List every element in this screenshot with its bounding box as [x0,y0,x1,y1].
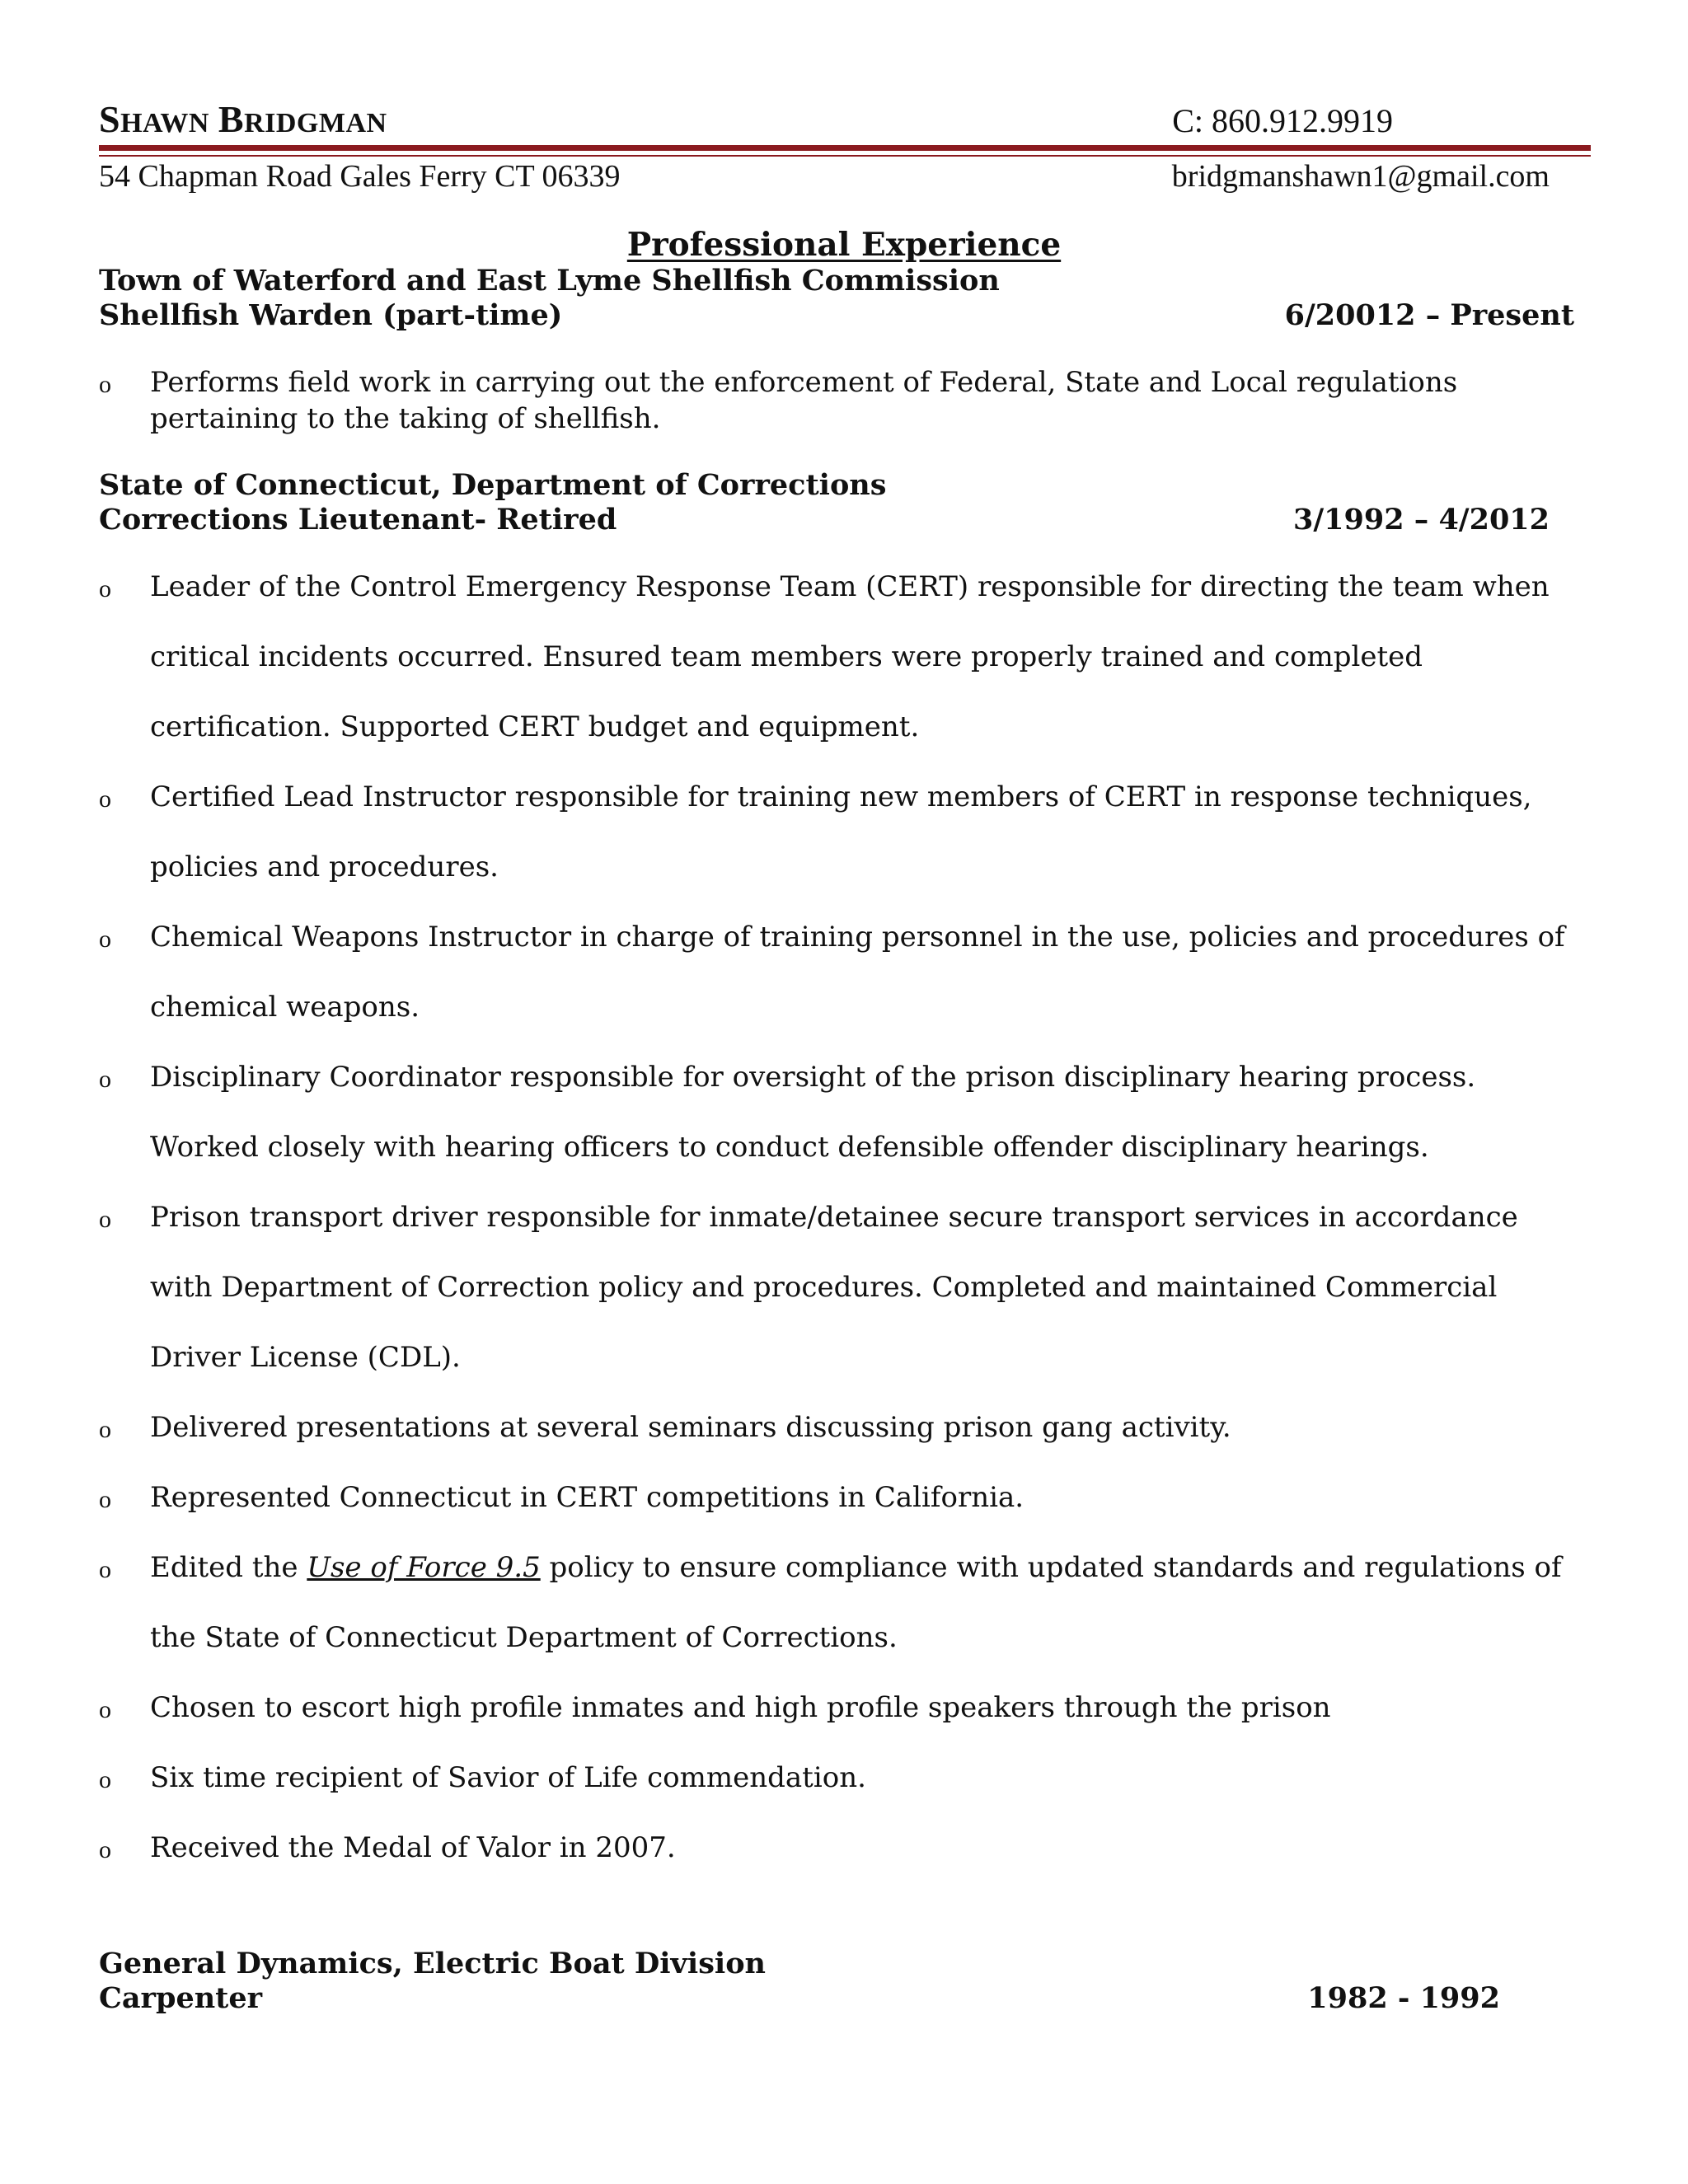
bullet-marker: o [99,785,111,813]
bullet-marker: o [99,1486,111,1513]
phone-number: C: 860.912.9919 [1172,102,1393,139]
job-title: Shellfish Warden (part-time) [99,298,563,332]
list-item [99,1393,1574,1463]
job-dates: 6/20012 – Present [1284,298,1574,332]
bullet-marker: o [99,1206,111,1233]
list-item [99,762,1574,902]
bullet-marker: o [99,926,111,953]
list-item [99,1463,1574,1533]
header-top-row [99,97,1591,141]
list-item [99,1673,1574,1743]
job-entry-corrections [99,468,1574,537]
bullet-text: Chosen to escort high profile inmates and high profile speakers through the prison [150,1691,1331,1724]
bullet-text: Prison transport driver responsible for inmate/detainee secure transport services in accordance with Department of Correction policy and procedures. Completed and maintained Commercial Driver License (CDL). [150,1201,1518,1374]
job-title: Carpenter [99,1981,263,2015]
employer-name: Town of Waterford and East Lyme Shellfish Commission [99,264,1000,298]
list-item [99,1813,1574,1883]
bullet-text: Represented Connecticut in CERT competitions in California. [150,1481,1025,1514]
list-item [99,902,1574,1043]
header-contact-row [99,158,1591,194]
list-item [99,364,1574,437]
bullet-marker: o [99,371,111,398]
job-dates: 3/1992 – 4/2012 [1293,503,1550,537]
job-title: Corrections Lieutenant- Retired [99,503,617,537]
bullet-text: Performs field work in carrying out the enforcement of Federal, State and Local regulations pertaining to the taking of shellfish. [150,366,1458,435]
job-entry-electric-boat [99,1947,1574,2016]
bullet-marker: o [99,1556,111,1583]
address: 54 Chapman Road Gales Ferry CT 06339 [99,159,621,194]
bullet-marker: o [99,1066,111,1093]
list-item [99,1183,1574,1393]
header-rule-thin [99,155,1591,157]
list-item [99,1743,1574,1813]
job-title-row [99,298,1574,333]
bullet-text-before: Edited the [150,1551,307,1584]
bullet-text: Leader of the Control Emergency Response Team (CERT) responsible for directing the team when critical incidents occurred. Ensured team members were properly trained and completed certification. Supported CERT budget and equipment. [150,570,1550,743]
employer-name: General Dynamics, Electric Boat Division [99,1947,766,1980]
employer-name: State of Connecticut, Department of Corrections [99,468,887,502]
header-rule-thick [99,145,1591,151]
bullet-marker: o [99,1696,111,1723]
job-title-row [99,1981,1574,2016]
bullet-marker: o [99,1416,111,1443]
list-item [99,1533,1574,1673]
job-title-row [99,503,1574,537]
bullet-text: Delivered presentations at several seminars discussing prison gang activity. [150,1411,1231,1444]
job-bullets-shellfish [99,364,1574,437]
bullet-text: Disciplinary Coordinator responsible for oversight of the prison disciplinary hearing process. Worked closely with hearing officers to conduct defensible offender disciplinary hearings. [150,1061,1476,1164]
bullet-text [150,1551,1562,1654]
bullet-marker: o [99,1766,111,1793]
email-address: bridgmanshawn1@gmail.com [1171,159,1550,194]
name-last-initial: B [218,98,245,140]
name-first-initial: S [99,98,121,140]
bullet-text: Chemical Weapons Instructor in charge of training personnel in the use, policies and procedures of chemical weapons. [150,921,1565,1024]
policy-name: Use of Force 9.5 [307,1551,541,1584]
section-heading-professional-experience: Professional Experience [626,226,1062,264]
bullet-text-after: policy to ensure compliance with updated standards and regulations of the State of Connecticut Department of Corrections. [150,1551,1562,1654]
job-bullets-corrections [99,552,1574,1883]
bullet-text: Received the Medal of Valor in 2007. [150,1831,676,1864]
bullet-marker: o [99,1836,111,1863]
name-first-rest: HAWN [120,108,209,138]
name-last-rest: RIDGMAN [244,108,387,138]
job-entry-shellfish [99,264,1574,333]
bullet-marker: o [99,575,111,602]
list-item [99,1043,1574,1183]
list-item [99,552,1574,762]
bullet-text: Six time recipient of Savior of Life commendation. [150,1761,866,1794]
bullet-text: Certified Lead Instructor responsible for training new members of CERT in response techniques, policies and procedures. [150,780,1532,883]
job-dates: 1982 - 1992 [1307,1981,1500,2015]
candidate-name [99,97,387,141]
